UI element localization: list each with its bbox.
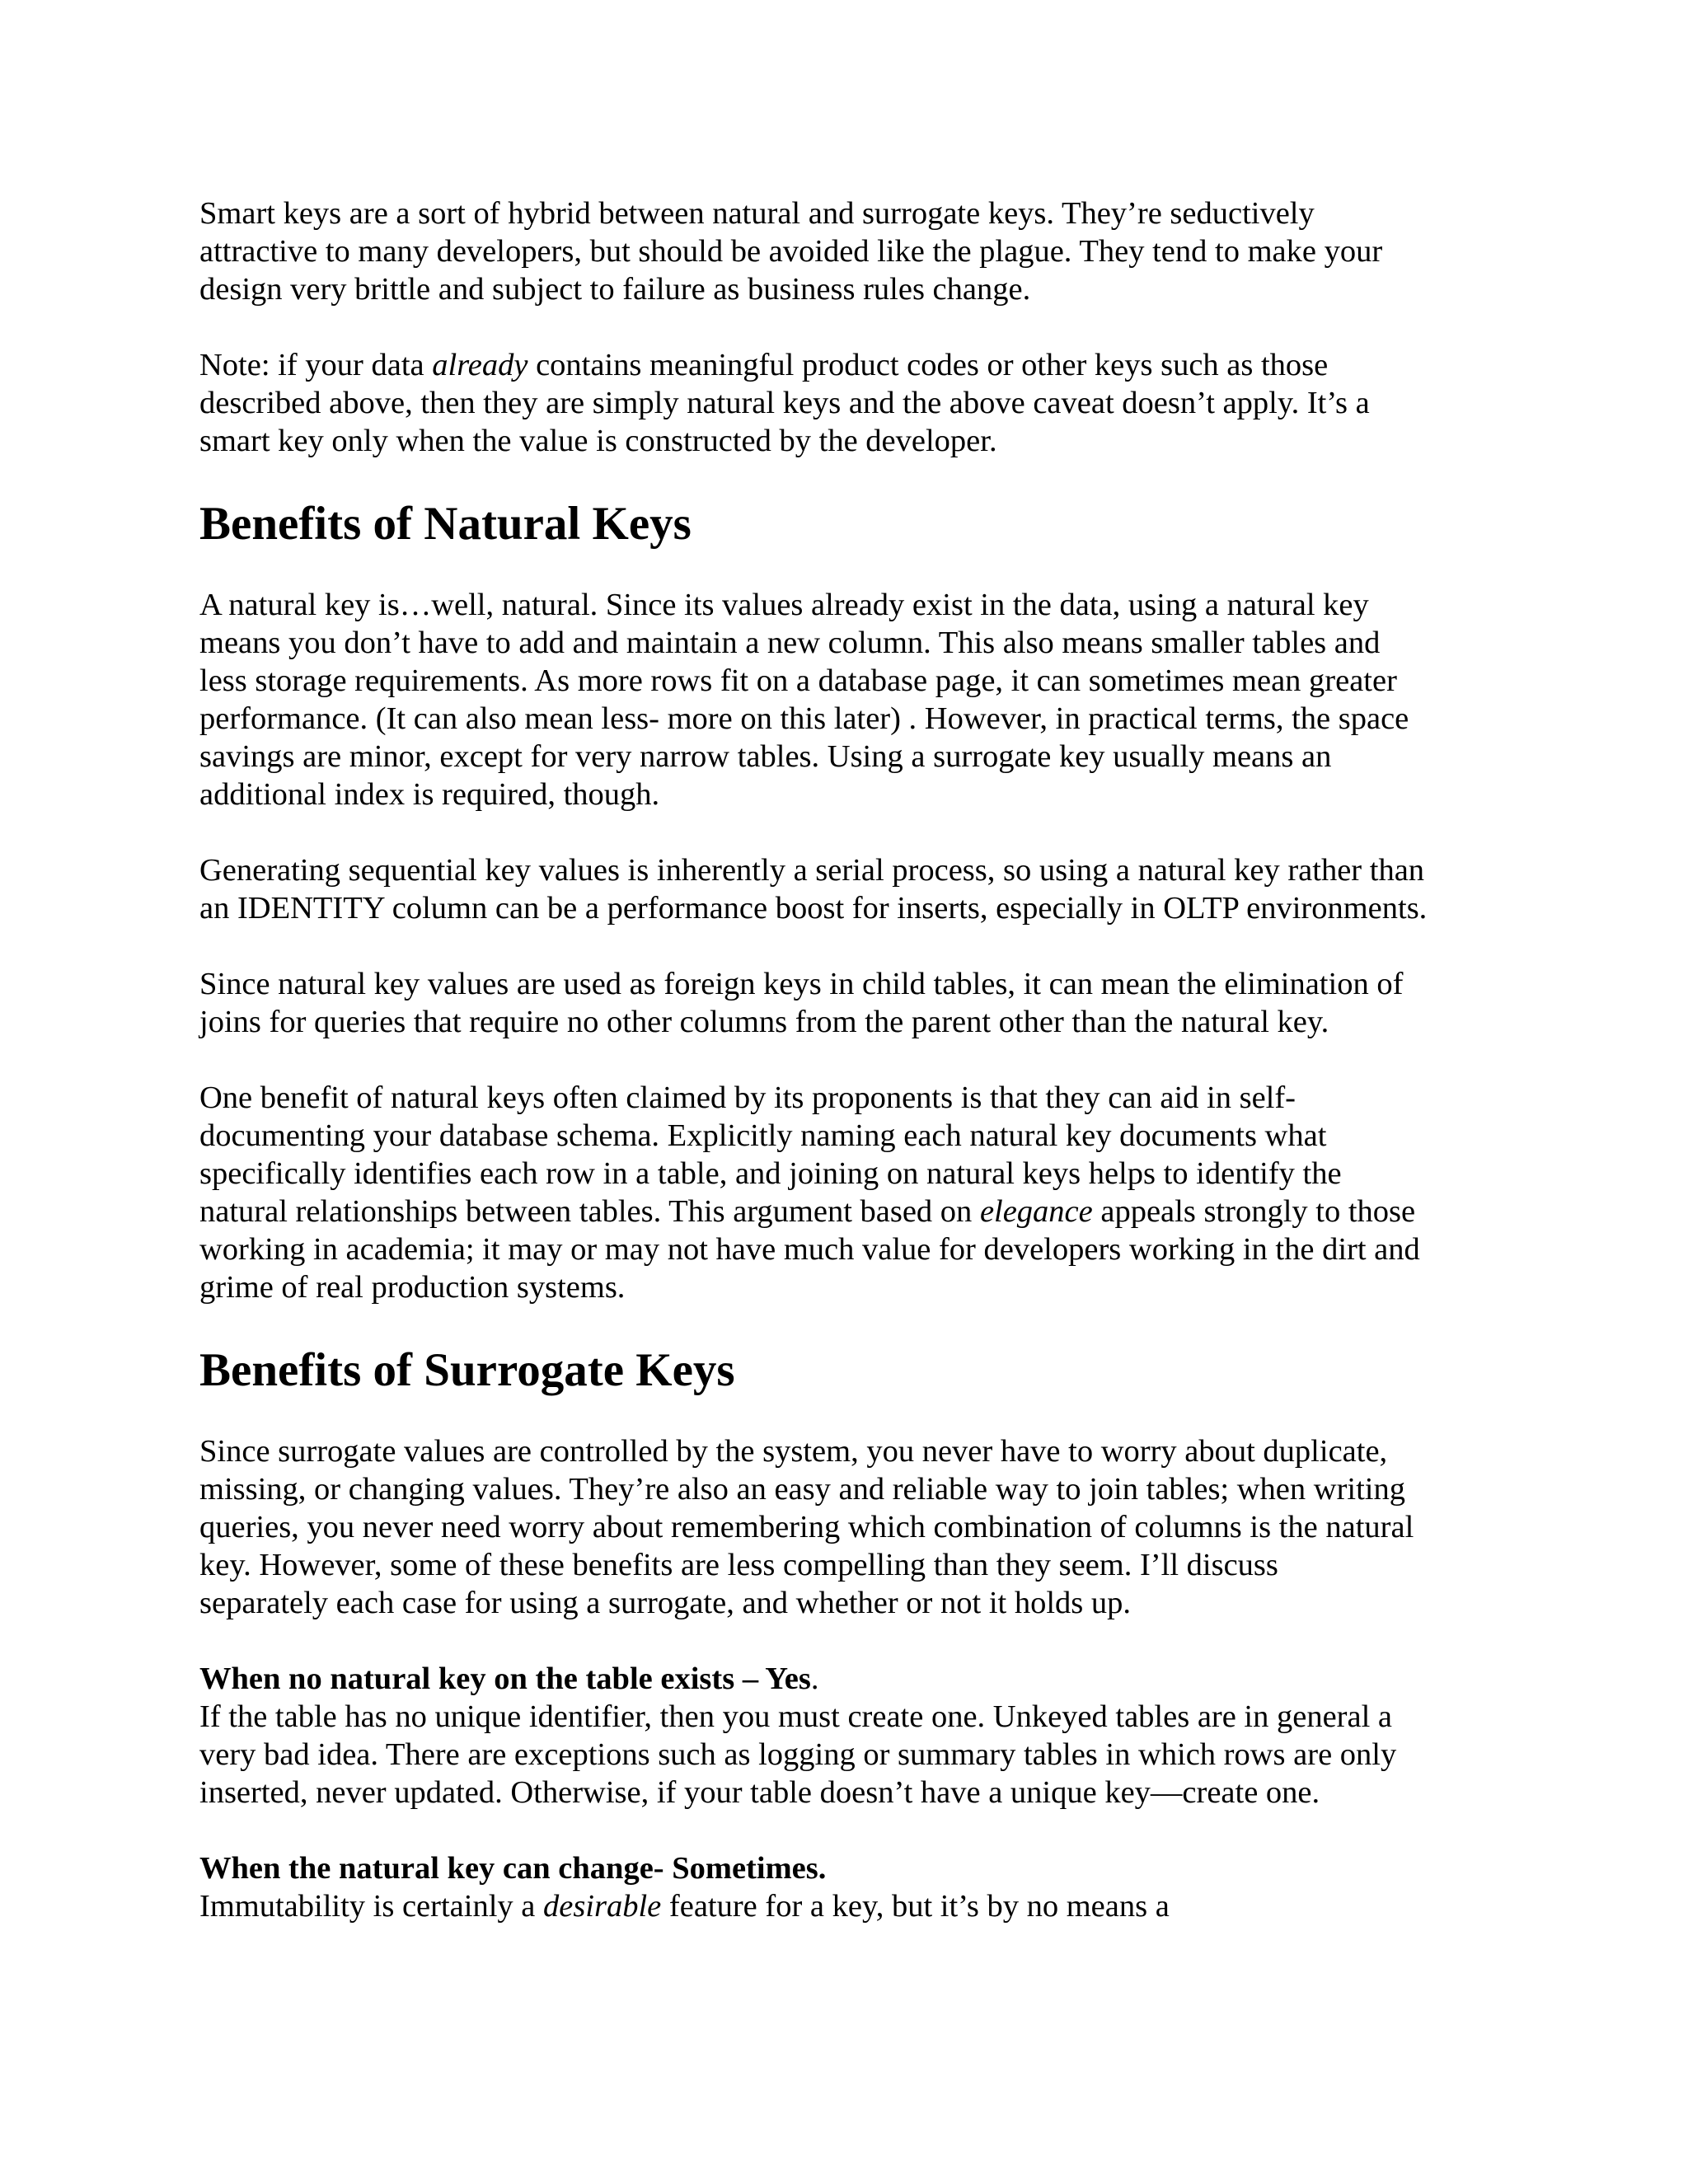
unkeyed-tables-paragraph: If the table has no unique identifier, then you must create one. Unkeyed tables are in general a very bad idea. There are exceptions such as logging or summary tables in which rows are only inserted, never updated. Otherwise, if your table doesn’t have a unique key—create one. [199,1699,1397,1810]
foreign-key-paragraph: Since natural key values are used as foreign keys in child tables, it can mean the elimination of joins for queries that require no other columns from the parent other than the natural key. [199,967,1404,1039]
sequential-key-paragraph: Generating sequential key values is inherently a serial process, so using a natural key rather than an IDENTITY column can be a performance boost for inserts, especially in OLTP environments. [199,853,1428,926]
immutability-text-start: Immutability is certainly a [199,1889,543,1924]
self-documenting-text-end: appeals strongly to those working in academia; it may or may not have much value for developers working in the dirt and grime of real production systems. [199,1194,1420,1305]
self-documenting-paragraph [199,1079,1502,1306]
smart-keys-paragraph: Smart keys are a sort of hybrid between natural and surrogate keys. They’re seductively attractive to many developers, but should be avoided like the plague. They tend to make your design very brittle and subject to failure as business rules change. [199,196,1383,307]
subheading-no-natural-key-period: . [810,1661,819,1696]
subheading-no-natural-key-bold: When no natural key on the table exists – Yes [199,1661,811,1696]
subheading-no-natural-key [199,1660,1502,1698]
heading-benefits-surrogate-keys: Benefits of Surrogate Keys [199,1344,735,1396]
subheading-natural-key-change: When the natural key can change- Sometimes. [199,1851,827,1886]
immutability-text-end: feature for a key, but it’s by no means a [661,1889,1170,1924]
elegance-emphasis: elegance [979,1194,1093,1229]
note-text-start: Note: if your data [199,348,433,382]
surrogate-intro-paragraph: Since surrogate values are controlled by the system, you never have to worry about duplicate, missing, or changing values. They’re also an easy and reliable way to join tables; when writing queries, you never need worry about remembering which combination of columns is the natural key. However, some of these benefits are less compelling than they seem. I’ll discuss separately each case for using a surrogate, and whether or not it holds up. [199,1434,1414,1620]
note-paragraph [199,346,1502,460]
immutability-paragraph [199,1887,1502,1925]
natural-key-intro-paragraph: A natural key is…well, natural. Since its values already exist in the data, using a natural key means you don’t have to add and maintain a new column. This also means smaller tables and less storage requirements. As more rows fit on a database page, it can sometimes mean greater performance. (It can also mean less- more on this later) . However, in practical terms, the space savings are minor, except for very narrow tables. Using a surrogate key usually means an additional index is required, though. [199,588,1409,812]
desirable-emphasis: desirable [542,1889,662,1924]
self-documenting-text-start: One benefit of natural keys often claimed by its proponents is that they can aid in self- documenting your database schema. Explicitly naming each natural key documents what specifically identifies each row in a table, and joining on natural keys helps to identify the natural relationships between tables. This argument based on [199,1080,1342,1229]
note-emphasis: already [432,348,528,382]
heading-benefits-natural-keys: Benefits of Natural Keys [199,498,692,550]
note-text-end: contains meaningful product codes or other keys such as those described above, then they are simply natural keys and the above caveat doesn’t apply. It’s a smart key only when the value is constructed by the developer. [199,348,1370,458]
document-page [199,194,1502,1925]
